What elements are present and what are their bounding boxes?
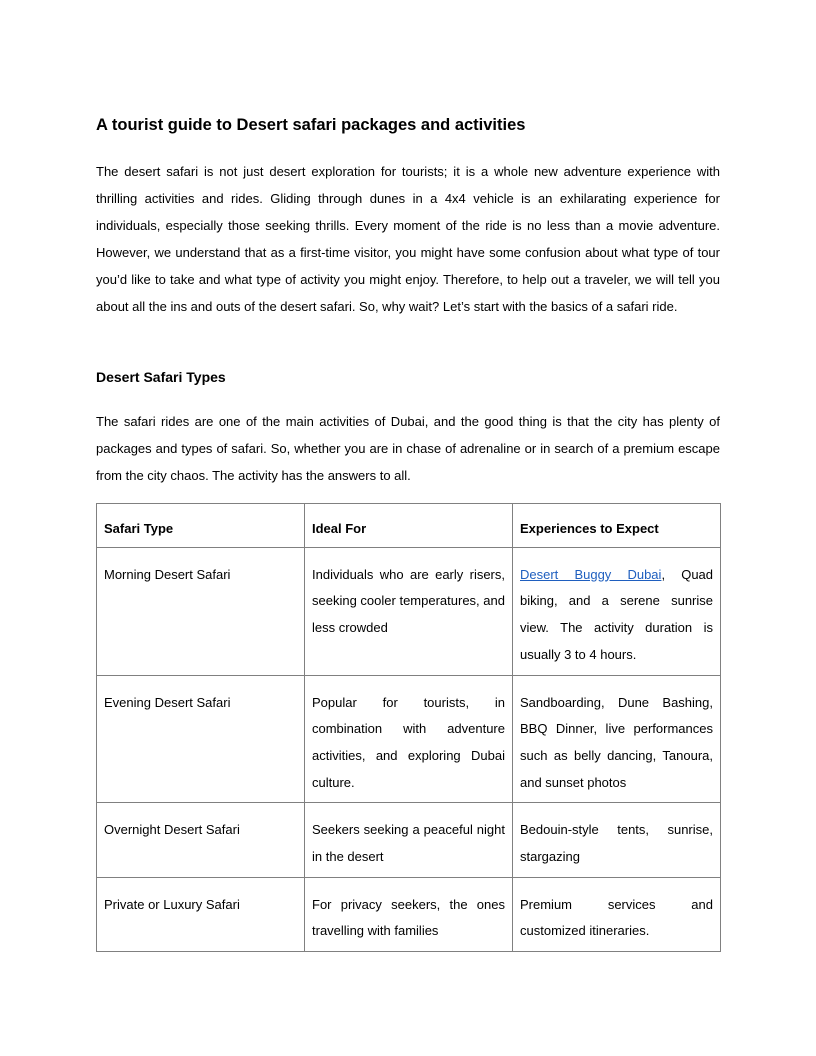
section-heading: Desert Safari Types bbox=[96, 369, 226, 385]
experience-cell: Sandboarding, Dune Bashing, BBQ Dinner, live performances such as belly dancing, Tanoura, and sunset photos bbox=[513, 675, 721, 803]
section-paragraph: The safari rides are one of the main activities of Dubai, and the good thing is that the city has plenty of packages and types of safari. So, whether you are in chase of adrenaline or in search of a premium escape from the city chaos. The activity has the answers to all. bbox=[96, 414, 720, 483]
experience-cell bbox=[513, 547, 721, 675]
table-row bbox=[97, 877, 721, 951]
ideal-for-cell: For privacy seekers, the ones travelling with families bbox=[305, 877, 513, 951]
intro-paragraph: The desert safari is not just desert exploration for tourists; it is a whole new adventure experience with thrilling activities and rides. Gliding through dunes in a 4x4 vehicle is an exhilarating experience for individuals, especially those seeking thrills. Every moment of the ride is no less than a movie adventure. However, we understand that as a first-time visitor, you might have some confusion about what type of tour you’d like to take and what type of activity you might enjoy. Therefore, to help out a traveler, we will tell you about all the ins and outs of the desert safari. So, why wait? Let’s start with the basics of a safari ride. bbox=[96, 164, 720, 314]
table-header-row bbox=[97, 504, 721, 548]
table-row bbox=[97, 803, 721, 877]
experience-cell: Bedouin-style tents, sunrise, stargazing bbox=[513, 803, 721, 877]
table-row bbox=[97, 675, 721, 803]
experience-cell: Premium services and customized itineraries. bbox=[513, 877, 721, 951]
safari-type-cell: Private or Luxury Safari bbox=[97, 877, 305, 951]
column-header-experiences: Experiences to Expect bbox=[513, 504, 721, 548]
ideal-for-cell: Popular for tourists, in combination with adventure activities, and exploring Dubai culture. bbox=[305, 675, 513, 803]
desert-buggy-dubai-link[interactable]: Desert Buggy Dubai bbox=[520, 566, 662, 582]
page-title: A tourist guide to Desert safari packages and activities bbox=[96, 116, 526, 134]
ideal-for-cell: Seekers seeking a peaceful night in the desert bbox=[305, 803, 513, 877]
safari-type-cell: Overnight Desert Safari bbox=[97, 803, 305, 877]
safari-type-cell: Evening Desert Safari bbox=[97, 675, 305, 803]
safari-type-cell: Morning Desert Safari bbox=[97, 547, 305, 675]
experience-text: , Quad biking, and a serene sunrise view. The activity duration is usually 3 to 4 hours. bbox=[520, 566, 714, 662]
ideal-for-cell: Individuals who are early risers, seeking cooler temperatures, and less crowded bbox=[305, 547, 513, 675]
safari-types-table bbox=[96, 503, 721, 952]
table-row bbox=[97, 547, 721, 675]
column-header-ideal-for: Ideal For bbox=[305, 504, 513, 548]
column-header-safari-type: Safari Type bbox=[97, 504, 305, 548]
